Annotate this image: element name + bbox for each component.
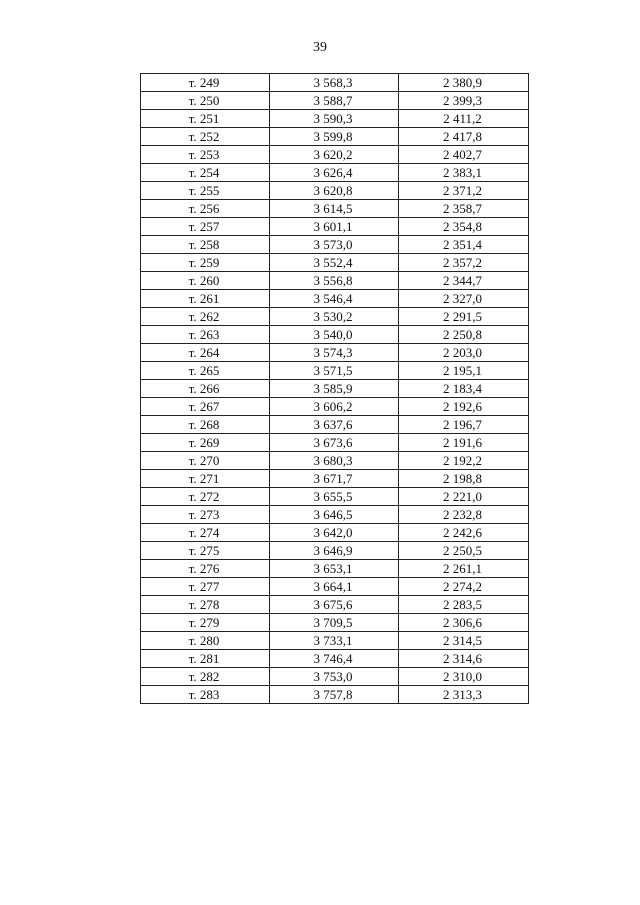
y-coordinate-cell: 2 242,6 [399, 524, 529, 542]
table-row [141, 686, 529, 704]
x-coordinate-cell: 3 746,4 [270, 650, 399, 668]
point-cell: т. 269 [141, 434, 270, 452]
page-number: 39 [313, 40, 327, 55]
table-row [141, 380, 529, 398]
y-coordinate-cell: 2 196,7 [399, 416, 529, 434]
coordinates-table-body [141, 74, 529, 704]
x-coordinate-cell: 3 573,0 [270, 236, 399, 254]
point-cell: т. 277 [141, 578, 270, 596]
table-row [141, 632, 529, 650]
x-coordinate-cell: 3 637,6 [270, 416, 399, 434]
point-cell: т. 252 [141, 128, 270, 146]
x-coordinate-cell: 3 540,0 [270, 326, 399, 344]
y-coordinate-cell: 2 291,5 [399, 308, 529, 326]
y-coordinate-cell: 2 191,6 [399, 434, 529, 452]
y-coordinate-cell: 2 192,6 [399, 398, 529, 416]
x-coordinate-cell: 3 753,0 [270, 668, 399, 686]
x-coordinate-cell: 3 585,9 [270, 380, 399, 398]
point-cell: т. 282 [141, 668, 270, 686]
table-row [141, 362, 529, 380]
y-coordinate-cell: 2 358,7 [399, 200, 529, 218]
x-coordinate-cell: 3 671,7 [270, 470, 399, 488]
x-coordinate-cell: 3 552,4 [270, 254, 399, 272]
y-coordinate-cell: 2 313,3 [399, 686, 529, 704]
x-coordinate-cell: 3 590,3 [270, 110, 399, 128]
x-coordinate-cell: 3 568,3 [270, 74, 399, 92]
x-coordinate-cell: 3 675,6 [270, 596, 399, 614]
x-coordinate-cell: 3 620,8 [270, 182, 399, 200]
y-coordinate-cell: 2 250,8 [399, 326, 529, 344]
x-coordinate-cell: 3 599,8 [270, 128, 399, 146]
x-coordinate-cell: 3 709,5 [270, 614, 399, 632]
x-coordinate-cell: 3 606,2 [270, 398, 399, 416]
table-row [141, 524, 529, 542]
table-row [141, 578, 529, 596]
point-cell: т. 279 [141, 614, 270, 632]
x-coordinate-cell: 3 574,3 [270, 344, 399, 362]
y-coordinate-cell: 2 314,6 [399, 650, 529, 668]
table-row [141, 308, 529, 326]
point-cell: т. 271 [141, 470, 270, 488]
x-coordinate-cell: 3 642,0 [270, 524, 399, 542]
y-coordinate-cell: 2 402,7 [399, 146, 529, 164]
point-cell: т. 270 [141, 452, 270, 470]
table-row [141, 452, 529, 470]
point-cell: т. 263 [141, 326, 270, 344]
x-coordinate-cell: 3 680,3 [270, 452, 399, 470]
table-row [141, 614, 529, 632]
point-cell: т. 266 [141, 380, 270, 398]
table-row [141, 506, 529, 524]
point-cell: т. 274 [141, 524, 270, 542]
y-coordinate-cell: 2 351,4 [399, 236, 529, 254]
x-coordinate-cell: 3 733,1 [270, 632, 399, 650]
y-coordinate-cell: 2 354,8 [399, 218, 529, 236]
table-row [141, 146, 529, 164]
point-cell: т. 265 [141, 362, 270, 380]
point-cell: т. 258 [141, 236, 270, 254]
point-cell: т. 253 [141, 146, 270, 164]
table-row [141, 434, 529, 452]
point-cell: т. 264 [141, 344, 270, 362]
y-coordinate-cell: 2 283,5 [399, 596, 529, 614]
table-row [141, 128, 529, 146]
y-coordinate-cell: 2 380,9 [399, 74, 529, 92]
x-coordinate-cell: 3 588,7 [270, 92, 399, 110]
table-row [141, 398, 529, 416]
x-coordinate-cell: 3 673,6 [270, 434, 399, 452]
x-coordinate-cell: 3 646,9 [270, 542, 399, 560]
point-cell: т. 251 [141, 110, 270, 128]
table-row [141, 344, 529, 362]
table-row [141, 182, 529, 200]
y-coordinate-cell: 2 371,2 [399, 182, 529, 200]
y-coordinate-cell: 2 357,2 [399, 254, 529, 272]
point-cell: т. 256 [141, 200, 270, 218]
x-coordinate-cell: 3 664,1 [270, 578, 399, 596]
x-coordinate-cell: 3 626,4 [270, 164, 399, 182]
point-cell: т. 260 [141, 272, 270, 290]
table-row [141, 560, 529, 578]
table-row [141, 470, 529, 488]
point-cell: т. 283 [141, 686, 270, 704]
table-row [141, 92, 529, 110]
table-row [141, 236, 529, 254]
table-row [141, 542, 529, 560]
point-cell: т. 262 [141, 308, 270, 326]
point-cell: т. 278 [141, 596, 270, 614]
table-row [141, 668, 529, 686]
point-cell: т. 272 [141, 488, 270, 506]
y-coordinate-cell: 2 261,1 [399, 560, 529, 578]
y-coordinate-cell: 2 183,4 [399, 380, 529, 398]
point-cell: т. 280 [141, 632, 270, 650]
x-coordinate-cell: 3 556,8 [270, 272, 399, 290]
table-row [141, 110, 529, 128]
x-coordinate-cell: 3 620,2 [270, 146, 399, 164]
point-cell: т. 273 [141, 506, 270, 524]
y-coordinate-cell: 2 203,0 [399, 344, 529, 362]
y-coordinate-cell: 2 195,1 [399, 362, 529, 380]
y-coordinate-cell: 2 344,7 [399, 272, 529, 290]
point-cell: т. 267 [141, 398, 270, 416]
x-coordinate-cell: 3 655,5 [270, 488, 399, 506]
table-row [141, 326, 529, 344]
point-cell: т. 268 [141, 416, 270, 434]
coordinates-table [140, 73, 529, 704]
table-row [141, 200, 529, 218]
y-coordinate-cell: 2 327,0 [399, 290, 529, 308]
point-cell: т. 261 [141, 290, 270, 308]
point-cell: т. 254 [141, 164, 270, 182]
y-coordinate-cell: 2 417,8 [399, 128, 529, 146]
y-coordinate-cell: 2 310,0 [399, 668, 529, 686]
table-row [141, 290, 529, 308]
x-coordinate-cell: 3 601,1 [270, 218, 399, 236]
table-row [141, 74, 529, 92]
table-row [141, 650, 529, 668]
x-coordinate-cell: 3 530,2 [270, 308, 399, 326]
point-cell: т. 281 [141, 650, 270, 668]
point-cell: т. 275 [141, 542, 270, 560]
y-coordinate-cell: 2 306,6 [399, 614, 529, 632]
y-coordinate-cell: 2 250,5 [399, 542, 529, 560]
y-coordinate-cell: 2 221,0 [399, 488, 529, 506]
table-row [141, 218, 529, 236]
point-cell: т. 250 [141, 92, 270, 110]
point-cell: т. 249 [141, 74, 270, 92]
table-row [141, 488, 529, 506]
y-coordinate-cell: 2 399,3 [399, 92, 529, 110]
y-coordinate-cell: 2 274,2 [399, 578, 529, 596]
table-row [141, 596, 529, 614]
x-coordinate-cell: 3 646,5 [270, 506, 399, 524]
y-coordinate-cell: 2 314,5 [399, 632, 529, 650]
point-cell: т. 259 [141, 254, 270, 272]
x-coordinate-cell: 3 546,4 [270, 290, 399, 308]
point-cell: т. 257 [141, 218, 270, 236]
y-coordinate-cell: 2 232,8 [399, 506, 529, 524]
x-coordinate-cell: 3 571,5 [270, 362, 399, 380]
y-coordinate-cell: 2 192,2 [399, 452, 529, 470]
y-coordinate-cell: 2 383,1 [399, 164, 529, 182]
point-cell: т. 255 [141, 182, 270, 200]
x-coordinate-cell: 3 653,1 [270, 560, 399, 578]
y-coordinate-cell: 2 411,2 [399, 110, 529, 128]
y-coordinate-cell: 2 198,8 [399, 470, 529, 488]
table-row [141, 254, 529, 272]
table-row [141, 164, 529, 182]
x-coordinate-cell: 3 614,5 [270, 200, 399, 218]
x-coordinate-cell: 3 757,8 [270, 686, 399, 704]
point-cell: т. 276 [141, 560, 270, 578]
table-row [141, 272, 529, 290]
table-row [141, 416, 529, 434]
